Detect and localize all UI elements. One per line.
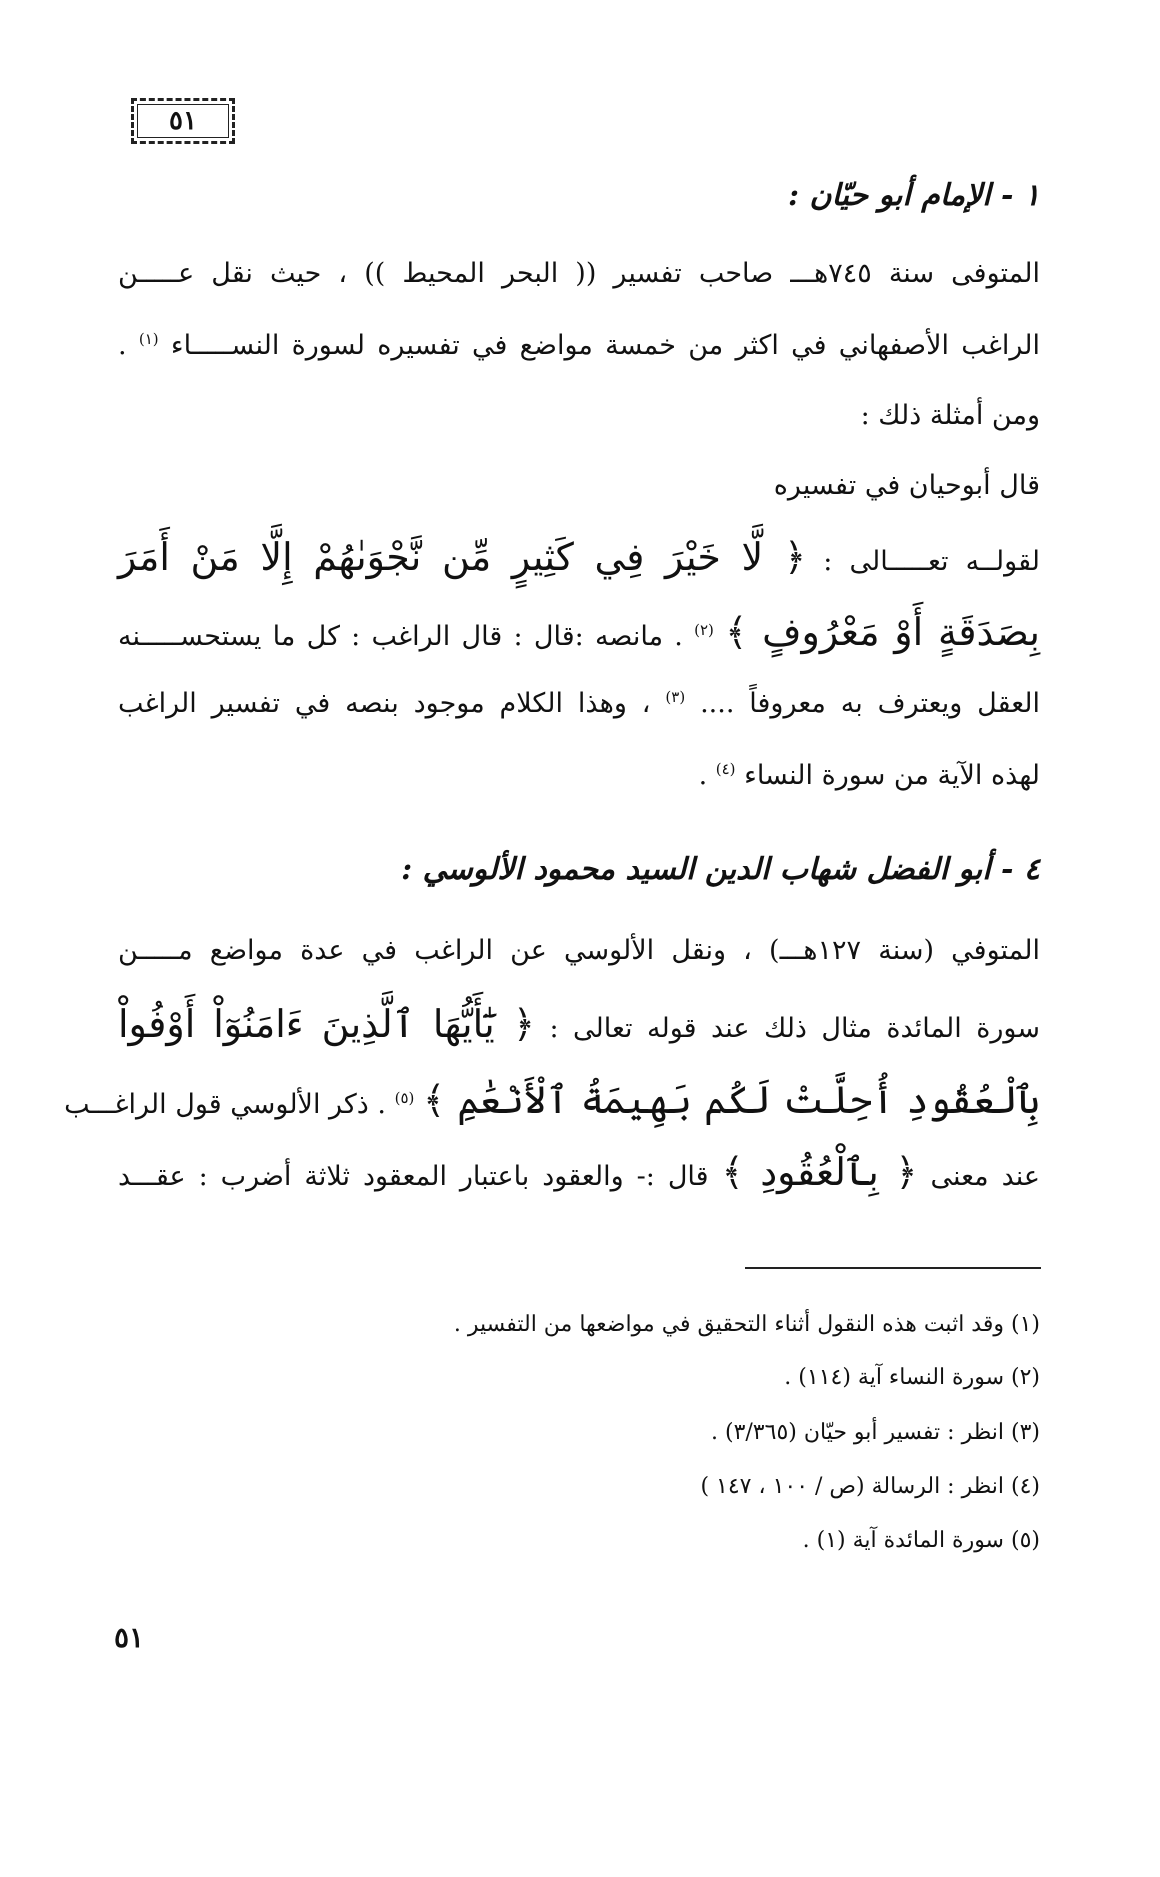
footnote: (٣) انظر : تفسير أبو حيّان (٣/٣٦٥) . bbox=[711, 1420, 1040, 1445]
footnote-ref: (٢) bbox=[694, 621, 714, 639]
footnote-separator bbox=[745, 1267, 1041, 1269]
paragraph-line: المتوفى سنة ٧٤٥هـــ صاحب تفسير (( البحر المحيط )) ، حيث نقل عـــــن bbox=[118, 258, 1041, 289]
paragraph-line bbox=[118, 688, 1040, 719]
paragraph-line-text: . ذكر الألوسي قول الراغـــب bbox=[64, 1089, 386, 1120]
paragraph-line: المتوفي (سنة ١٢٧هـــ) ، ونقل الألوسي عن الراغب في عدة مواضع مـــــن bbox=[118, 935, 1041, 966]
paragraph-line-verse bbox=[118, 1002, 1040, 1046]
quran-verse: ﴿ يَٰٓأَيُّهَا ٱلَّذِينَ ءَامَنُوٓاْ أَوْفُواْ bbox=[118, 1002, 535, 1046]
paragraph-line-text: لهذه الآية من سورة النساء bbox=[744, 760, 1040, 791]
paragraph-line-text: ، وهذا الكلام موجود بنصه في تفسير الراغب bbox=[118, 688, 651, 719]
paragraph-line-text: قال :- والعقود باعتبار المعقود ثلاثة أضرب : عقـــد bbox=[118, 1161, 709, 1192]
footnote: (٤) انظر : الرسالة (ص / ١٠٠ ، ١٤٧ ) bbox=[700, 1474, 1040, 1499]
footnote-ref: (٤) bbox=[715, 760, 736, 778]
footnote-ref: (١) bbox=[138, 330, 159, 348]
paragraph-line-verse bbox=[118, 1150, 1040, 1194]
paragraph-line-text: . مانصه :قال : قال الراغب : كل ما يستحســـــنه bbox=[118, 621, 683, 652]
footnote: (١) وقد اثبت هذه النقول أثناء التحقيق في مواضعها من التفسير . bbox=[453, 1312, 1040, 1337]
footnote-ref: (٥) bbox=[394, 1089, 415, 1107]
footnote: (٥) سورة المائدة آية (١) . bbox=[802, 1528, 1040, 1553]
paragraph-line: قال أبوحيان في تفسيره bbox=[773, 470, 1040, 501]
paragraph-line-text: سورة المائدة مثال ذلك عند قوله تعالى : bbox=[549, 1013, 1040, 1044]
section-heading-alusi: ٤ - أبو الفضل شهاب الدين السيد محمود الألوسي : bbox=[401, 852, 1040, 887]
paragraph-line-end: . bbox=[118, 330, 127, 361]
paragraph-line-verse bbox=[118, 610, 1040, 654]
footer-page-number: ٥١ bbox=[114, 1621, 145, 1654]
footnote: (٢) سورة النساء آية (١١٤) . bbox=[784, 1365, 1040, 1390]
page-number-badge bbox=[131, 98, 235, 144]
quran-verse: ﴿ لَّا خَيْرَ فِي كَثِيرٍ مِّن نَّجْوَىٰهُمْ إِلَّا مَنْ أَمَرَ bbox=[118, 535, 807, 579]
verse-intro: لقولــه تعـــــالى : bbox=[823, 546, 1040, 577]
footnote-ref: (٣) bbox=[665, 688, 686, 706]
paragraph-line-verse bbox=[64, 1078, 1040, 1122]
paragraph-line bbox=[118, 330, 1040, 361]
page-number-badge-text: ٥١ bbox=[169, 106, 197, 136]
paragraph-line bbox=[118, 760, 1040, 791]
paragraph-line-text: عند معنى bbox=[930, 1161, 1041, 1192]
quran-verse: ﴿ بِٱلْعُقُودِ ﴾ bbox=[721, 1150, 918, 1194]
paragraph-line-text: العقل ويعترف به معروفاً .... bbox=[700, 688, 1040, 719]
paragraph-line-end: . bbox=[698, 760, 708, 791]
paragraph-line: ومن أمثلة ذلك : bbox=[860, 400, 1040, 431]
section-heading-abu-hayyan: ١ - الإمام أبو حيّان : bbox=[787, 178, 1040, 213]
quran-verse: بِصَدَقَةٍ أَوْ مَعْرُوفٍ ﴾ bbox=[725, 610, 1040, 654]
paragraph-line-verse bbox=[118, 535, 1040, 579]
quran-verse: بِٱلْعُقُودِ أُحِلَّتْ لَكُم بَهِيمَةُ ٱلْأَنْعَٰمِ ﴾ bbox=[422, 1078, 1040, 1122]
paragraph-line-text: الراغب الأصفهاني في اكثر من خمسة مواضع في تفسيره لسورة النســـــاء bbox=[170, 330, 1040, 361]
